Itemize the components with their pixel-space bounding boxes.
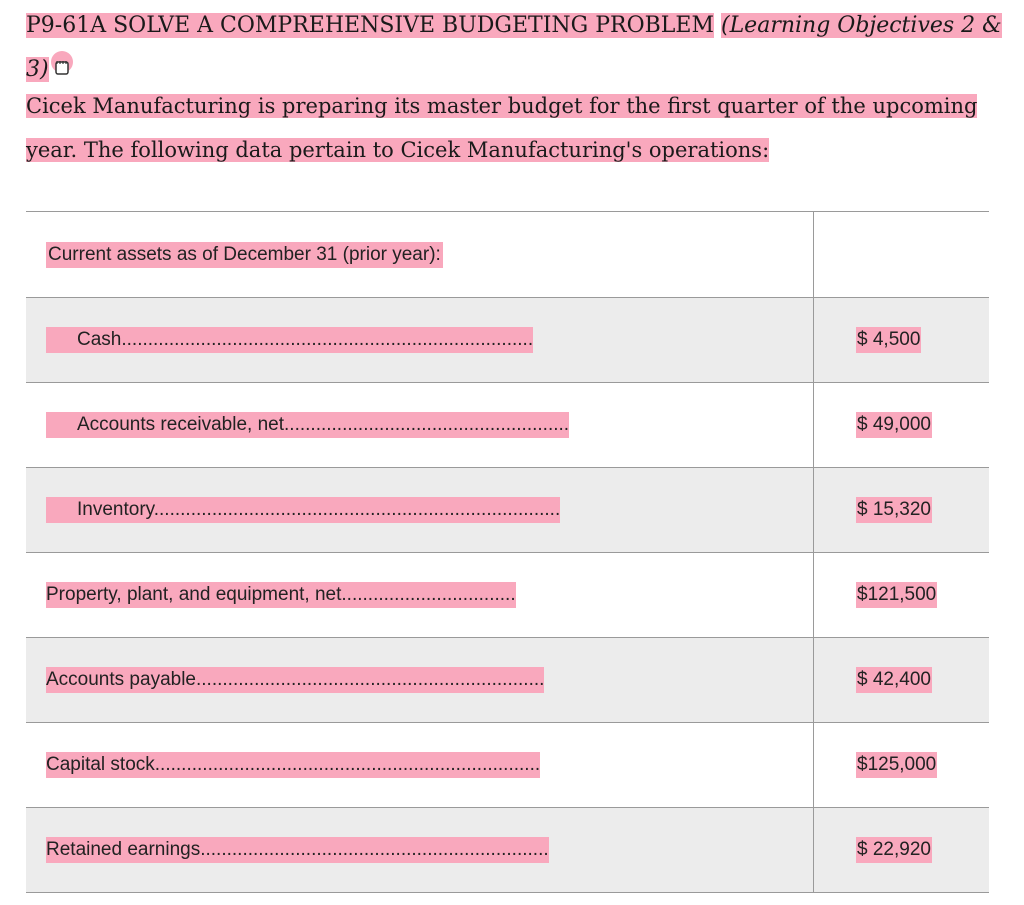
sticky-note-icon[interactable] [51, 51, 73, 73]
balance-table [26, 211, 989, 893]
row-label-cash: Cash.............................................................................. [46, 327, 533, 353]
empty-value-cell [814, 212, 990, 298]
row-value-ppe: $121,500 [856, 582, 937, 608]
section-label-cell [26, 212, 814, 298]
problem-heading [26, 4, 1006, 92]
table-row [26, 808, 989, 893]
row-label-capital-stock: Capital stock......................................................................... [46, 752, 540, 778]
row-value-cash: $ 4,500 [856, 327, 921, 353]
row-label-accounts-receivable: Accounts receivable, net...................................................... [46, 412, 569, 438]
table-row [26, 638, 989, 723]
row-value-inventory: $ 15,320 [856, 497, 932, 523]
row-value-capital-stock: $125,000 [856, 752, 937, 778]
table-row [26, 468, 989, 553]
row-label-inventory: Inventory............................................................................. [46, 497, 560, 523]
table-row [26, 723, 989, 808]
row-label-accounts-payable: Accounts payable.................................................................. [46, 667, 544, 693]
table-row [26, 553, 989, 638]
table-header-row [26, 212, 989, 298]
row-value-accounts-payable: $ 42,400 [856, 667, 932, 693]
intro-text: Cicek Manufacturing is preparing its master budget for the first quarter of the upcoming year. The following data pertain to Cicek Manufacturing's operations: [26, 94, 978, 162]
row-label-retained-earnings: Retained earnings.................................................................. [46, 837, 549, 863]
row-value-accounts-receivable: $ 49,000 [856, 412, 932, 438]
problem-intro [26, 84, 1016, 172]
row-label-ppe: Property, plant, and equipment, net................................. [46, 582, 516, 608]
table-row [26, 383, 989, 468]
problem-title: P9-61A SOLVE A COMPREHENSIVE BUDGETING PROBLEM [26, 13, 714, 38]
row-value-retained-earnings: $ 22,920 [856, 837, 932, 863]
learning-objectives: (Learning Objectives 2 & 3) [26, 13, 1002, 82]
table-row [26, 298, 989, 383]
section-label: Current assets as of December 31 (prior year): [46, 242, 443, 268]
